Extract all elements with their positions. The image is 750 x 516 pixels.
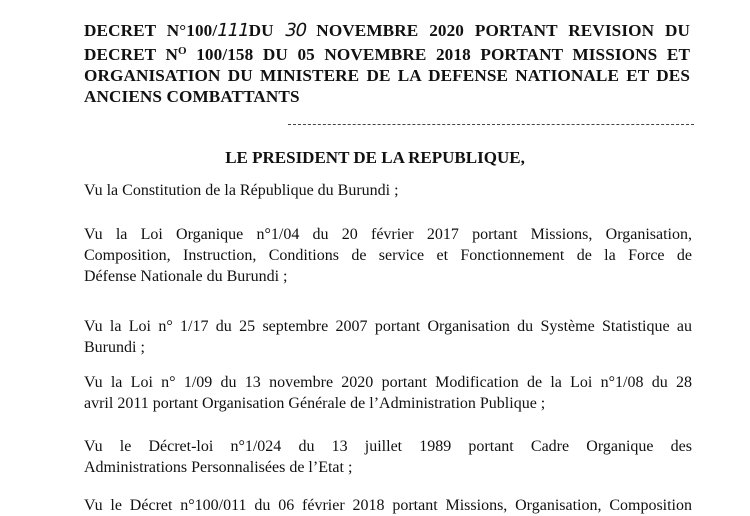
title-text: NOVEMBRE 2020 PORTANT REVISION DU: [305, 21, 690, 40]
paragraph-line: Vu la Loi n° 1/09 du 13 novembre 2020 portant Modification de la Loi n°1/08 du 28: [84, 374, 692, 391]
handwritten-day: 30: [282, 20, 308, 41]
separator-rule: [288, 124, 694, 125]
title-text: DU: [248, 21, 285, 40]
title-text: DECRET N°100/: [84, 21, 218, 40]
paragraph-line: Vu le Décret-loi n°1/024 du 13 juillet 1989 portant Cadre Organique des: [84, 438, 692, 455]
paragraph-line: Vu la Loi Organique n°1/04 du 20 février 2017 portant Missions, Organisation,: [84, 226, 692, 243]
paragraph-line: Vu la Constitution de la République du Burundi ;: [84, 182, 399, 199]
title-line-3: ORGANISATION DU MINISTERE DE LA DEFENSE NATIONALE ET DES: [84, 66, 690, 85]
paragraph-line: Burundi ;: [84, 339, 145, 356]
visa-paragraph: [84, 495, 692, 516]
title-line-2: [84, 41, 690, 65]
paragraph-line: Vu le Décret n°100/011 du 06 février 2018 portant Missions, Organisation, Composition: [84, 497, 692, 514]
paragraph-line: avril 2011 portant Organisation Générale de l’Administration Publique ;: [84, 395, 546, 412]
visa-paragraph: [84, 224, 692, 287]
paragraph-line: Administrations Personnalisées de l’Etat ;: [84, 459, 353, 476]
visa-paragraph: [84, 316, 692, 358]
paragraph-line: Défense Nationale du Burundi ;: [84, 268, 288, 285]
visa-paragraph: [84, 372, 692, 414]
decree-title: [84, 20, 690, 107]
visa-paragraph: [84, 180, 692, 201]
superscript-o: O: [178, 45, 187, 57]
paragraph-line: Composition, Instruction, Conditions de service et Fonctionnement de la Force de: [84, 247, 692, 264]
title-text: DECRET N: [84, 45, 179, 64]
handwritten-decree-number: 111: [215, 20, 251, 41]
paragraph-line: Vu la Loi n° 1/17 du 25 septembre 2007 portant Organisation du Système Statistique au: [84, 318, 692, 335]
visa-paragraph: [84, 436, 692, 478]
president-heading: LE PRESIDENT DE LA REPUBLIQUE,: [225, 148, 525, 167]
title-text: 100/158 DU 05 NOVEMBRE 2018 PORTANT MISSIONS ET: [186, 45, 691, 64]
title-line-4: ANCIENS COMBATTANTS: [84, 87, 300, 106]
title-line-1: [84, 20, 690, 41]
